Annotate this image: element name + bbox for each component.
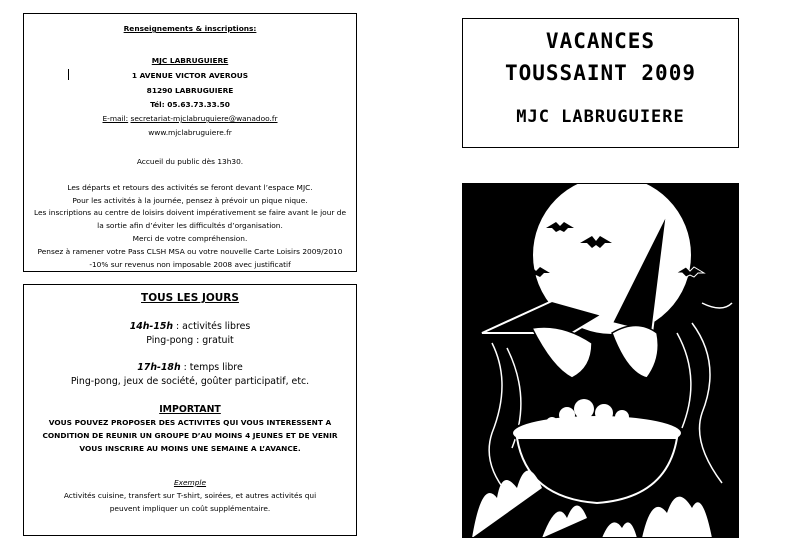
address-line2: 81290 LABRUGUIERE (146, 86, 234, 95)
slot2-detail: Ping-pong, jeux de société, goûter participatif, etc. (70, 376, 310, 387)
example-line: Activités cuisine, transfert sur T-shirt, soirées, et autres activités qui (63, 491, 317, 500)
title-line3: MJC LABRUGUIERE (516, 107, 685, 127)
slot2-time: 17h-18h (137, 362, 181, 373)
note-line: Pour les activités à la journée, pensez à prévoir un pique nique. (72, 196, 308, 205)
note-line: Les inscriptions au centre de loisirs doivent impérativement se faire avant le jour de (33, 208, 347, 217)
opening-hours: Accueil du public dès 13h30. (136, 157, 244, 166)
important-line: VOUS POUVEZ PROPOSER DES ACTIVITES QUI VOUS INTERESSENT A (48, 418, 332, 427)
witches-scene-svg (462, 183, 739, 538)
org-name: MJC LABRUGUIERE (151, 56, 229, 65)
note-line: Merci de votre compréhension. (132, 234, 248, 243)
note-line: Pensez à ramener votre Pass CLSH MSA ou votre nouvelle Carte Loisirs 2009/2010 (37, 247, 343, 256)
witches-cauldron-illustration (462, 183, 739, 538)
slot1-detail: Ping-pong : gratuit (146, 335, 234, 346)
phone-number: Tél: 05.63.73.33.50 (150, 100, 230, 109)
slot2-text: : temps libre (180, 362, 243, 373)
email-link[interactable]: secretariat-mjclabruguiere@wanadoo.fr (130, 114, 278, 123)
slot2-line (24, 362, 356, 373)
email-label: E-mail: (102, 114, 129, 123)
slot1-line (24, 321, 356, 332)
email-line (24, 114, 356, 123)
important-heading: IMPORTANT (159, 404, 221, 415)
example-line: peuvent impliquer un coût supplémentaire. (109, 504, 271, 513)
info-box (23, 13, 357, 272)
address-line1: 1 AVENUE VICTOR AVEROUS (131, 71, 249, 80)
example-heading: Exemple (173, 478, 207, 487)
title-line1: VACANCES (545, 29, 656, 53)
note-line: -10% sur revenus non imposable 2008 avec justificatif (89, 260, 291, 269)
important-line: CONDITION DE REUNIR UN GROUPE D’AU MOINS 4 JEUNES ET DE VENIR (42, 431, 338, 440)
note-line: Les départs et retours des activités se feront devant l’espace MJC. (67, 183, 313, 192)
title-line2: TOUSSAINT 2009 (504, 61, 696, 85)
note-line: la sortie afin d’éviter les difficultés d’organisation. (97, 221, 283, 230)
title-box (462, 18, 739, 148)
info-heading: Renseignements & inscriptions: (123, 24, 257, 33)
website-link[interactable]: www.mjclabruguiere.fr (148, 128, 232, 137)
slot1-time: 14h-15h (129, 321, 174, 332)
schedule-box (23, 284, 357, 536)
important-line: VOUS INSCRIRE AU MOINS UNE SEMAINE A L’AVANCE. (79, 444, 301, 453)
slot1-text: : activités libres (173, 321, 251, 332)
schedule-heading: TOUS LES JOURS (141, 292, 239, 304)
